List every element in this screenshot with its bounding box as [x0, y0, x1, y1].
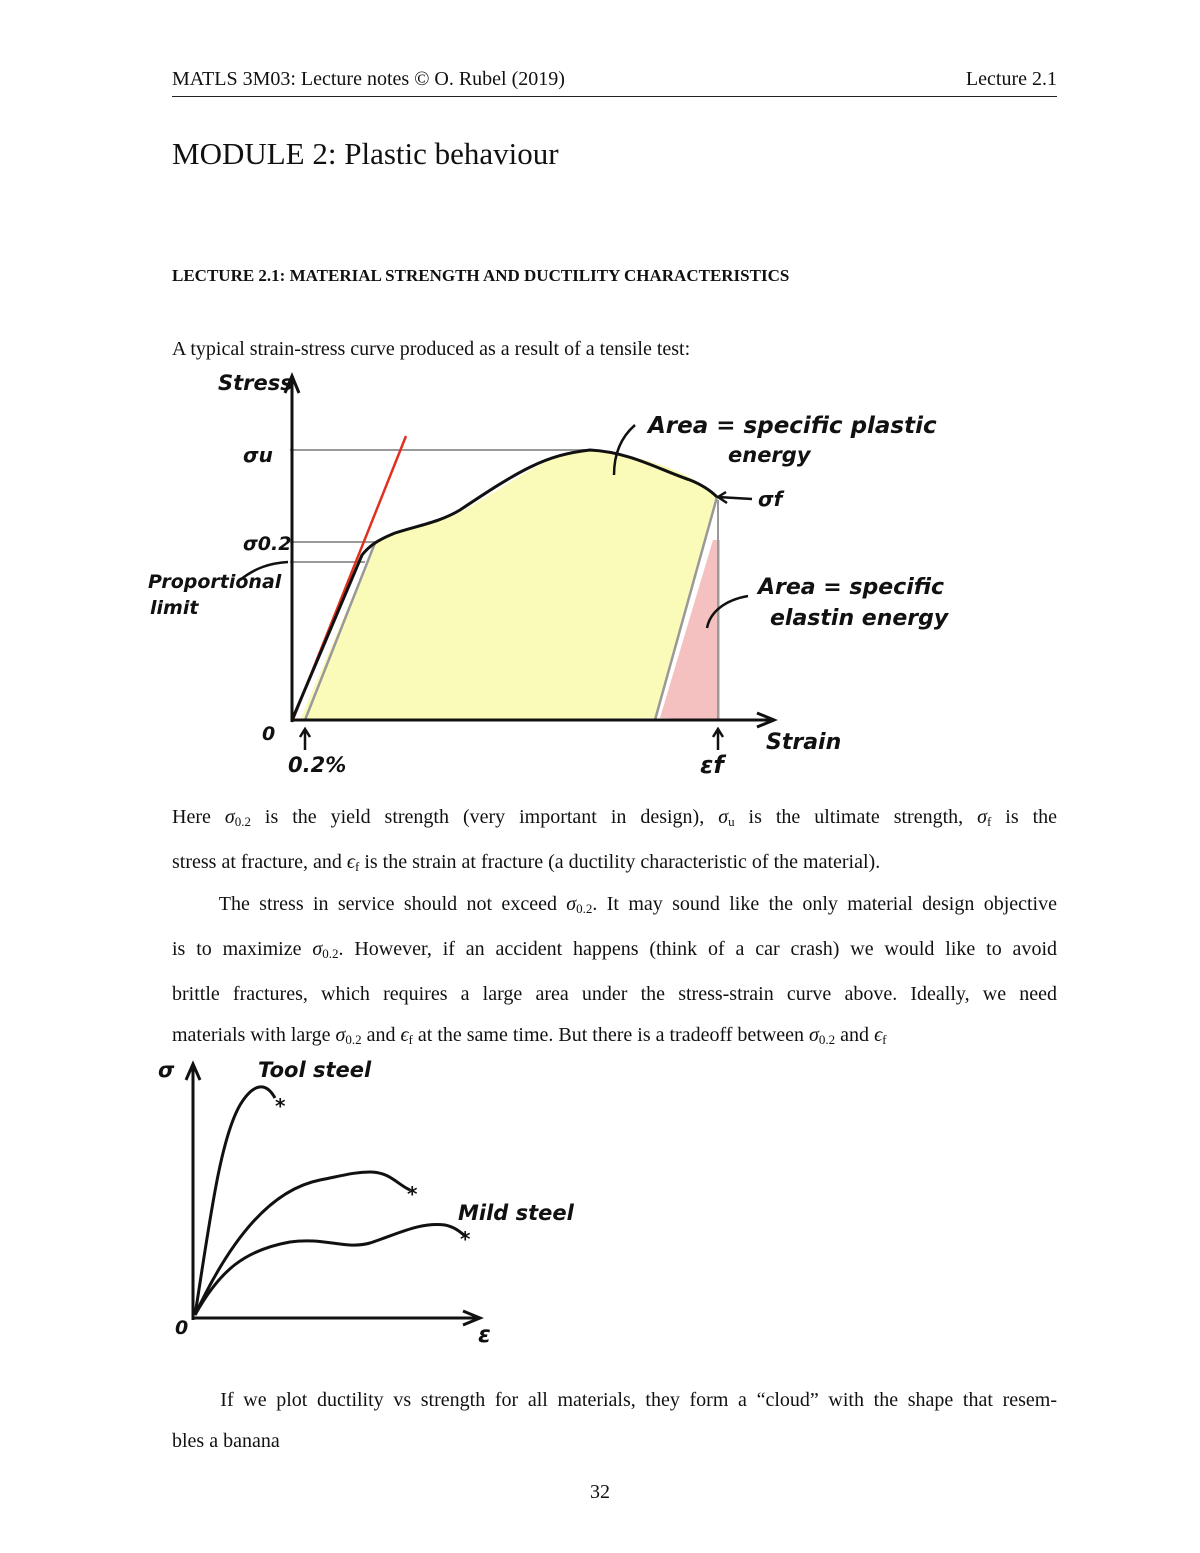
- fig2-origin-label: 0: [175, 1317, 189, 1339]
- module-title: MODULE 2: Plastic behaviour: [172, 136, 559, 171]
- middle-steel-fracture: *: [407, 1182, 418, 1206]
- sigma-f-label: σf: [758, 487, 783, 511]
- header-right: Lecture 2.1: [965, 68, 1057, 90]
- elastic-area-label-1: Area = specific: [758, 575, 945, 600]
- stress-axis-label: Stress: [218, 371, 293, 395]
- p1-line-1: Here $\sigma_{0.2}$ is the yield strength (very important in design), $\sigma_u$ is the ultimate strength, $\sigma_f$ is the: [172, 806, 1058, 829]
- lecture-title: LECTURE 2.1: MATERIAL STRENGTH AND DUCTILITY CHARACTERISTICS: [172, 266, 790, 285]
- sigma-02-label: σ0.2: [243, 533, 292, 555]
- epsf-label: εf: [700, 751, 724, 779]
- mild-steel-label: Mild steel: [458, 1201, 574, 1225]
- eps-axis-label: ε: [478, 1322, 491, 1348]
- origin-label: 0: [262, 723, 276, 745]
- eps02-label: 0.2%: [288, 753, 347, 777]
- header-left: MATLS 3M03: Lecture notes © O. Rubel (2019): [172, 68, 565, 90]
- p3-line-2: bles a banana: [172, 1430, 280, 1452]
- sigma-u-label: σu: [243, 443, 273, 467]
- page-number: 32: [590, 1481, 610, 1503]
- p3-line-1: If we plot ductility vs strength for all materials, they form a “cloud” with the shape that resem-: [220, 1389, 1057, 1411]
- mild-steel-fracture: *: [460, 1227, 471, 1251]
- paragraph-3: [172, 1380, 1057, 1462]
- tool-steel-fracture: *: [275, 1094, 286, 1118]
- p2-line-4: materials with large $\sigma_{0.2}$ and $\epsilon_f$ at the same time. But there is a tradeoff between $\sigma_{0.2}$ and $\epsilon_f$: [172, 1024, 887, 1047]
- middle-steel-curve: [195, 1172, 410, 1315]
- p2-line-1: The stress in service should not exceed $\sigma_{0.2}$. It may sound like the only material design objective: [218, 893, 1057, 916]
- sigma-axis-label: σ: [158, 1058, 175, 1082]
- plastic-area-label-1: Area = specific plastic: [648, 413, 937, 439]
- p2-line-3: brittle fractures, which requires a large area under the stress-strain curve above. Ideally, we need: [172, 983, 1057, 1005]
- proportional-label-1: Proportional: [148, 571, 282, 593]
- tool-steel-curve: [195, 1087, 275, 1315]
- tool-steel-label: Tool steel: [258, 1058, 372, 1082]
- plastic-area-label-2: energy: [728, 443, 811, 467]
- proportional-label-2: limit: [150, 597, 199, 619]
- elastic-area-label-2: elastin energy: [770, 606, 949, 631]
- p1-line-2: stress at fracture, and $\epsilon_f$ is the strain at fracture (a ductility characteristic of the material).: [172, 851, 881, 874]
- mild-steel-curve: [195, 1224, 464, 1315]
- strain-axis-label: Strain: [766, 730, 842, 755]
- intro-text: A typical strain-stress curve produced as a result of a tensile test:: [172, 338, 691, 360]
- p2-line-2: is to maximize $\sigma_{0.2}$. However, if an accident happens (think of a car crash) we would like to avoid: [172, 938, 1057, 961]
